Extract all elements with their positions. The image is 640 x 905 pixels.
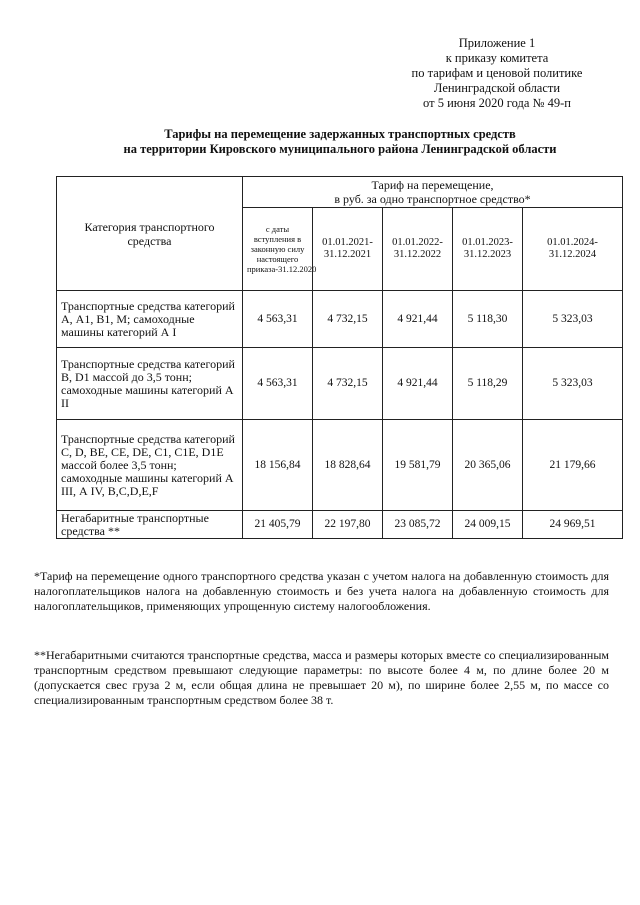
- tariff-cell: 18 828,64: [313, 420, 383, 511]
- tariff-header-line-2: в руб. за одно транспортное средство*: [334, 192, 531, 206]
- table-row: [57, 511, 623, 539]
- table-row: [57, 348, 623, 420]
- period-header: 01.01.2021-31.12.2021: [313, 208, 383, 291]
- category-header: Категория транспортного средства: [57, 177, 243, 291]
- tariff-cell: 4 563,31: [243, 291, 313, 348]
- document-title: [20, 127, 640, 157]
- appendix-line: к приказу комитета: [445, 51, 549, 65]
- tariff-cell: 22 197,80: [313, 511, 383, 539]
- appendix-line: Ленинградской области: [433, 81, 561, 95]
- period-header: с даты вступления в законную силу настоящего приказа-31.12.2020: [243, 208, 313, 291]
- tariff-cell: 21 405,79: [243, 511, 313, 539]
- appendix-line: от 5 июня 2020 года № 49-п: [423, 96, 571, 110]
- appendix-block: [382, 36, 612, 111]
- tariff-cell: 24 969,51: [523, 511, 623, 539]
- tariff-cell: 23 085,72: [383, 511, 453, 539]
- appendix-line: по тарифам и ценовой политике: [411, 66, 583, 80]
- tariff-cell: 18 156,84: [243, 420, 313, 511]
- tariff-cell: 5 118,29: [453, 348, 523, 420]
- category-cell: Негабаритные транспортные средства **: [57, 511, 243, 539]
- tariff-cell: 5 118,30: [453, 291, 523, 348]
- tariff-cell: 4 921,44: [383, 291, 453, 348]
- tariff-cell: 4 563,31: [243, 348, 313, 420]
- title-line-1: Тарифы на перемещение задержанных транспортных средств: [164, 127, 516, 141]
- tariff-header-line-1: Тариф на перемещение,: [371, 178, 494, 192]
- tariff-cell: 4 732,15: [313, 348, 383, 420]
- tariff-cell: 21 179,66: [523, 420, 623, 511]
- tariff-cell: 5 323,03: [523, 348, 623, 420]
- footnote-vat: *Тариф на перемещение одного транспортного средства указан с учетом налога на добавленную стоимость для налогоплательщиков налога на добавленную стоимость и без учета налога на добавленную стоимость для налогоплательщиков, применяющих упрощенную систему налогообложения.: [34, 569, 609, 613]
- tariff-header: [243, 177, 623, 208]
- category-cell: Транспортные средства категорий В, D1 массой до 3,5 тонн; самоходные машины категорий А II: [57, 348, 243, 420]
- tariff-cell: 19 581,79: [383, 420, 453, 511]
- period-header: 01.01.2024-31.12.2024: [523, 208, 623, 291]
- tariff-cell: 4 921,44: [383, 348, 453, 420]
- appendix-line: Приложение 1: [458, 36, 536, 50]
- tariff-cell: 20 365,06: [453, 420, 523, 511]
- table-row: [57, 291, 623, 348]
- tariff-cell: 24 009,15: [453, 511, 523, 539]
- period-header: 01.01.2022-31.12.2022: [383, 208, 453, 291]
- title-line-2: на территории Кировского муниципального района Ленинградской области: [123, 142, 557, 156]
- tariff-cell: 5 323,03: [523, 291, 623, 348]
- category-cell: Транспортные средства категорий C, D, BE, CE, DE, C1, C1E, D1E массой более 3,5 тонн; самоходные машины категорий А III, А IV, B,C,D,E,F: [57, 420, 243, 511]
- tariff-cell: 4 732,15: [313, 291, 383, 348]
- table-row: [57, 420, 623, 511]
- footnote-oversized: **Негабаритными считаются транспортные средства, масса и размеры которых вместе со специализированным транспортным средством превышают следующие параметры: по высоте более 4 м, по длине более 20 м (допускается свес груза 2 м, если общая длина не превышает 20 м), по ширине более 2,55 м, по массе со специализированным транспортным средством более 38 т.: [34, 648, 609, 707]
- tariff-table: [56, 176, 623, 539]
- period-header: 01.01.2023-31.12.2023: [453, 208, 523, 291]
- category-cell: Транспортные средства категорий А, А1, В1, М; самоходные машины категорий А I: [57, 291, 243, 348]
